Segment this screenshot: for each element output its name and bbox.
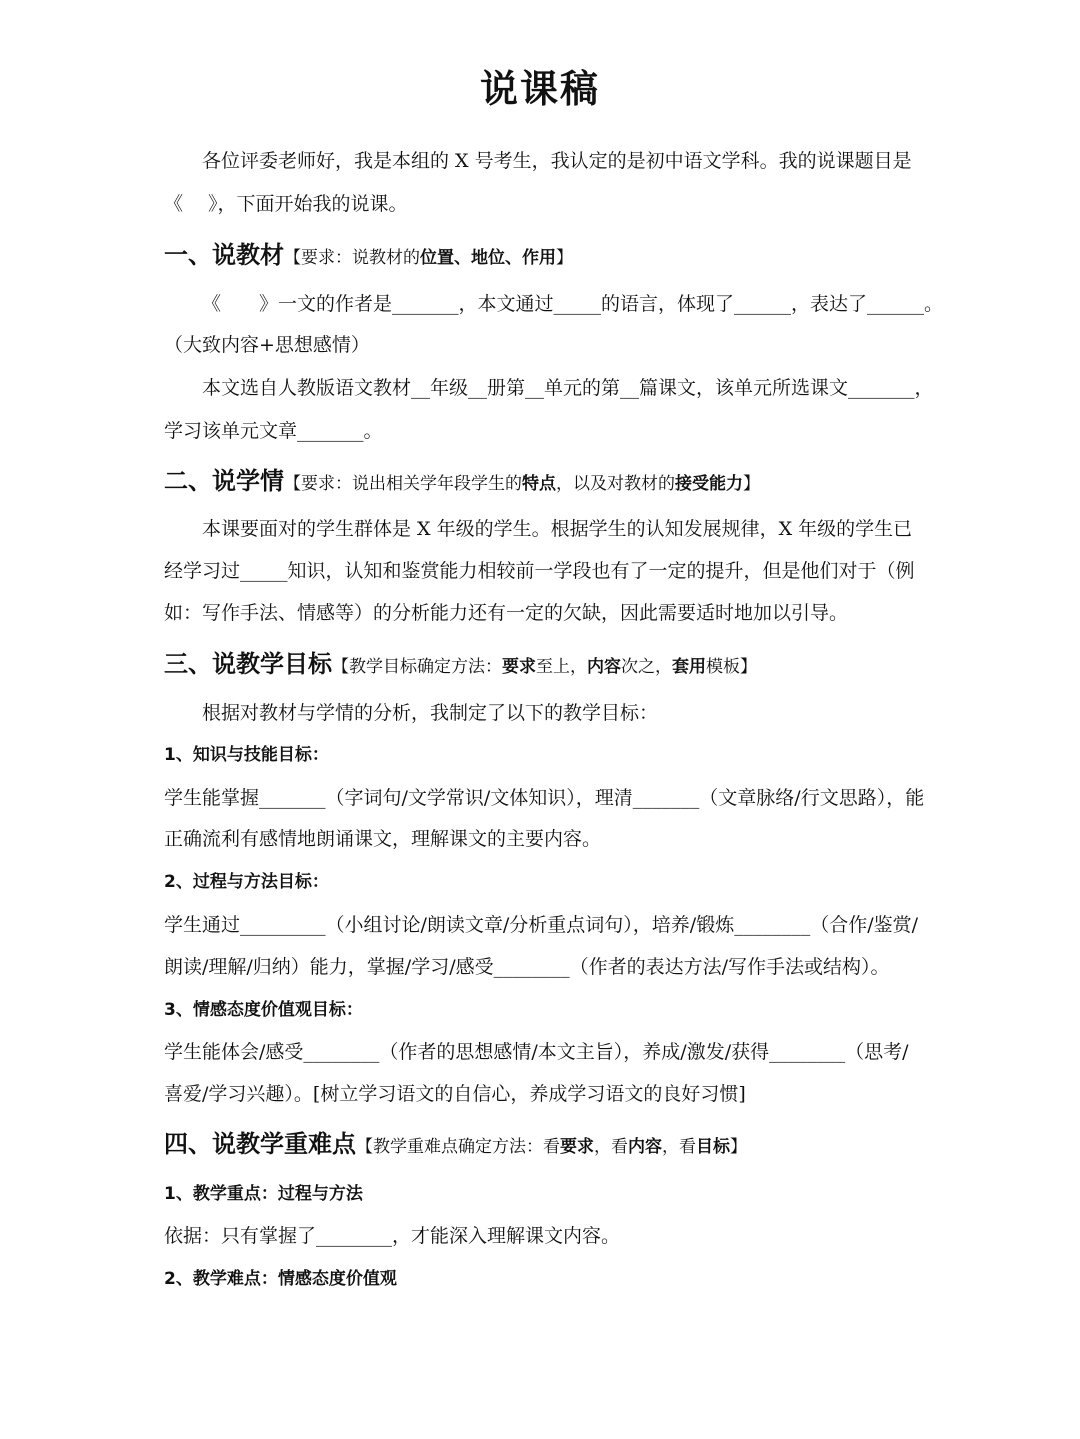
section-3-lead: 根据对教材与学情的分析，我制定了以下的教学目标：: [202, 702, 659, 724]
note-emphasis: 接受能力: [675, 474, 743, 494]
goal-1-title: 1、知识与技能目标：: [164, 745, 329, 765]
section-3-heading: [164, 648, 757, 683]
key-point-basis: 依据：只有掌握了________，才能深入理解课文内容。: [164, 1225, 621, 1247]
note-text: 】: [743, 474, 760, 494]
section-2-heading: [164, 465, 760, 500]
intro-line-1: 各位评委老师好，我是本组的 X 号考生，我认定的是初中语文学科。我的说课题目是: [202, 150, 912, 172]
section-2-heading-text: 二、说学情: [164, 467, 284, 495]
goal-2-line-1: 学生通过_________（小组讨论/朗读文章/分析重点词句），培养/锻炼________（合作/鉴赏/: [164, 914, 919, 936]
note-text: 【要求：说出相关学年段学生的: [284, 474, 522, 494]
section-2-note: [284, 474, 760, 494]
note-emphasis: 套用: [672, 657, 706, 677]
goal-3-line-2: 喜爱/学习兴趣）。[树立学习语文的自信心，养成学习语文的良好习惯]: [164, 1083, 746, 1105]
note-text: 】: [556, 248, 573, 268]
note-emphasis: 内容: [587, 657, 621, 677]
goal-1-line-2: 正确流利有感情地朗诵课文，理解课文的主要内容。: [164, 828, 602, 850]
note-text: 次之，: [621, 657, 672, 677]
section-2-line-1: 本课要面对的学生群体是 X 年级的学生。根据学生的认知发展规律，X 年级的学生已: [202, 518, 913, 540]
section-1-p1-line-1: 《 》一文的作者是_______，本文通过_____的语言，体现了______，表达了______。: [202, 293, 944, 315]
section-4-heading-text: 四、说教学重难点: [164, 1130, 356, 1158]
note-emphasis: 要求: [560, 1137, 594, 1157]
note-text: ，看: [662, 1137, 696, 1157]
note-text: 【教学目标确定方法：: [332, 657, 502, 677]
note-text: 】: [730, 1137, 747, 1157]
goal-2-title: 2、过程与方法目标：: [164, 872, 329, 892]
section-4-heading: [164, 1128, 747, 1163]
note-text: 【要求：说教材的: [284, 248, 420, 268]
goal-3-title: 3、情感态度价值观目标：: [164, 1000, 363, 1020]
section-1-heading-text: 一、说教材: [164, 241, 284, 269]
section-1-p1-line-2: （大致内容+思想感情）: [164, 334, 370, 356]
goal-2-line-2: 朗读/理解/归纳）能力，掌握/学习/感受________（作者的表达方法/写作手法或结构）。: [164, 956, 890, 978]
note-emphasis: 位置、地位、作用: [420, 248, 556, 268]
difficult-point-title: 2、教学难点：情感态度价值观: [164, 1269, 397, 1289]
section-2-line-2: 经学习过_____知识，认知和鉴赏能力相较前一学段也有了一定的提升，但是他们对于（例: [164, 560, 915, 582]
goal-1-line-1: 学生能掌握_______（字词句/文学常识/文体知识），理清_______（文章脉络/行文思路），能: [164, 787, 925, 809]
note-emphasis: 内容: [628, 1137, 662, 1157]
section-3-note: [332, 657, 757, 677]
section-3-heading-text: 三、说教学目标: [164, 650, 332, 678]
section-1-p2-line-1: 本文选自人教版语文教材__年级__册第__单元的第__篇课文，该单元所选课文_______，: [202, 377, 934, 399]
note-emphasis: 特点: [522, 474, 556, 494]
note-text: ，看: [594, 1137, 628, 1157]
note-text: 至上，: [536, 657, 587, 677]
note-text: ，以及对教材的: [556, 474, 675, 494]
note-text: 模板】: [706, 657, 757, 677]
note-text: 【教学重难点确定方法：看: [356, 1137, 560, 1157]
note-emphasis: 要求: [502, 657, 536, 677]
intro-line-2: 《 》，下面开始我的说课。: [164, 193, 408, 215]
section-1-note: [284, 248, 573, 268]
note-emphasis: 目标: [696, 1137, 730, 1157]
section-1-heading: [164, 239, 573, 274]
section-1-p2-line-2: 学习该单元文章_______。: [164, 420, 383, 442]
document-title: 说课稿: [479, 67, 600, 111]
key-point-title: 1、教学重点：过程与方法: [164, 1184, 363, 1204]
goal-3-line-1: 学生能体会/感受________（作者的思想感情/本文主旨），养成/激发/获得________（思考/: [164, 1041, 909, 1063]
section-2-line-3: 如：写作手法、情感等）的分析能力还有一定的欠缺，因此需要适时地加以引导。: [164, 602, 849, 624]
section-4-note: [356, 1137, 747, 1157]
